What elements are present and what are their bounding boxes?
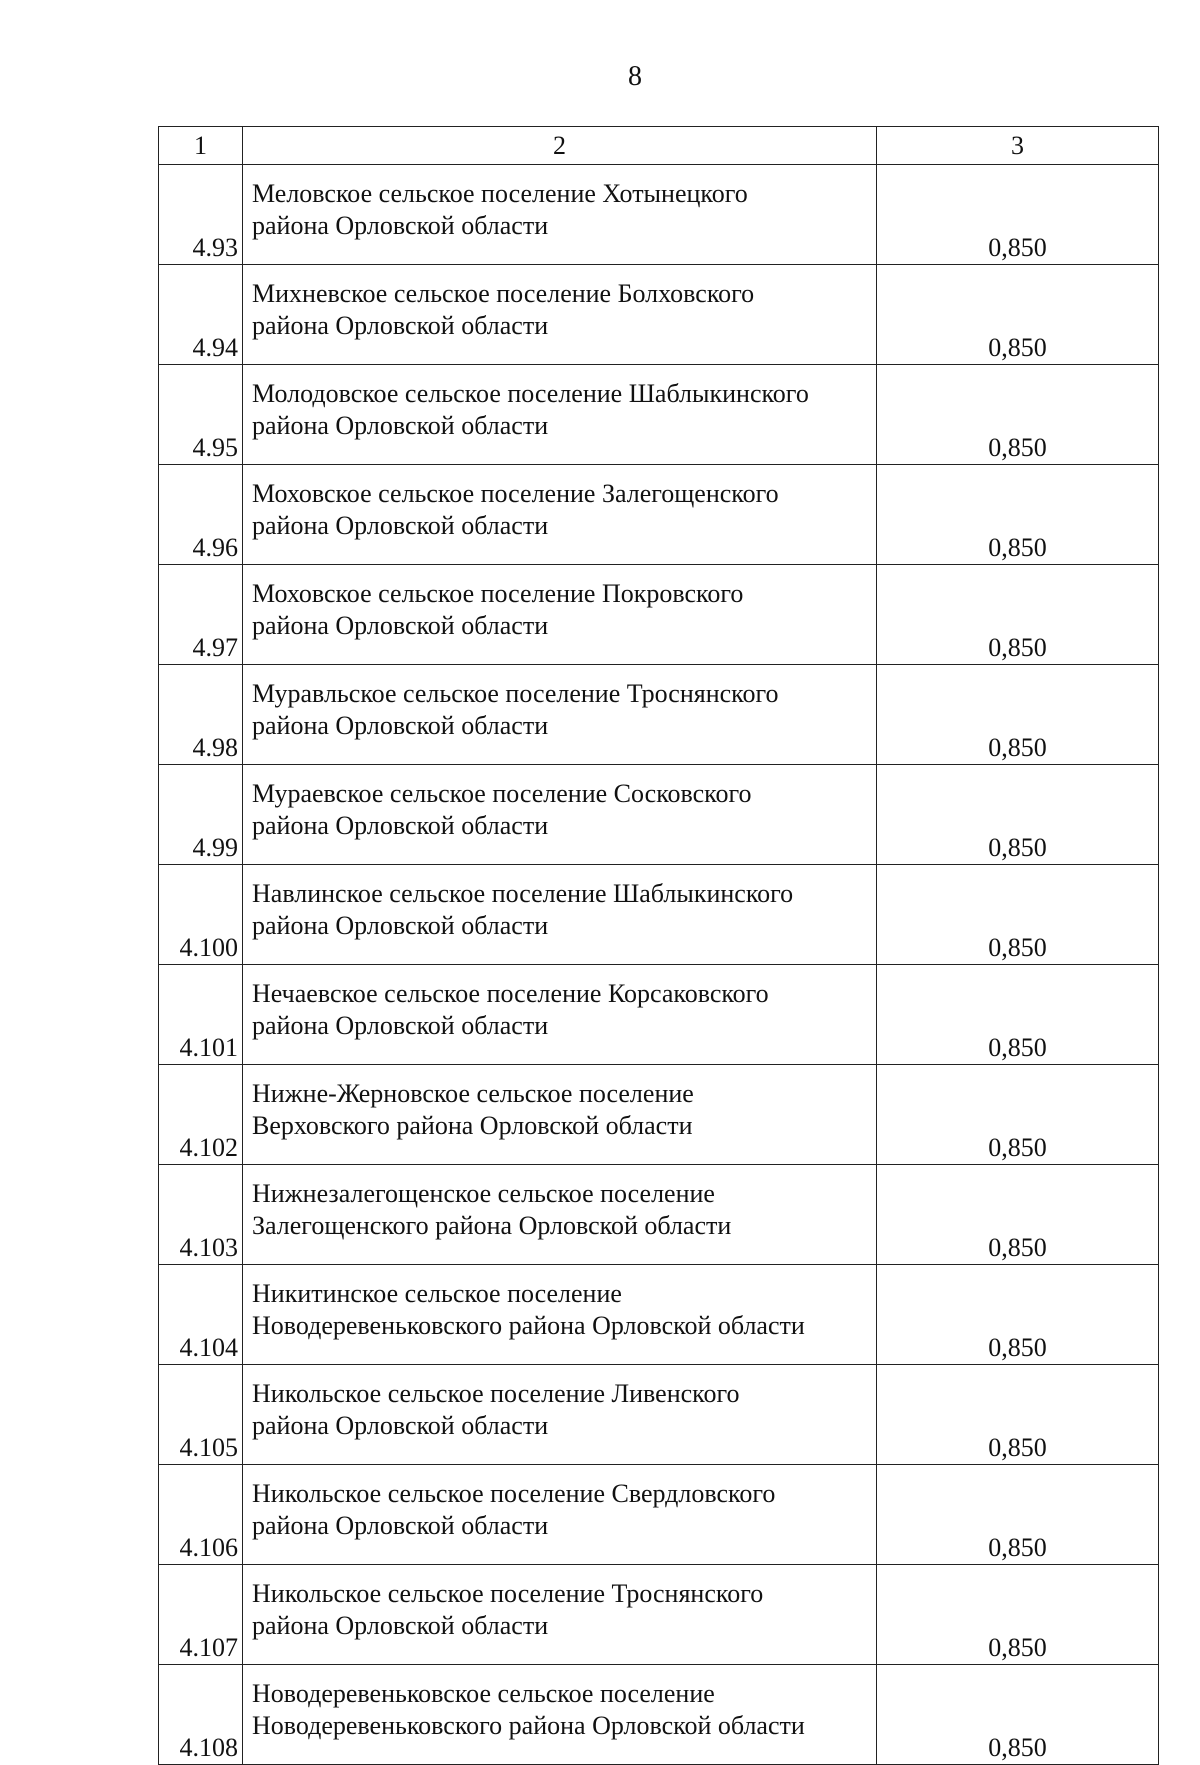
settlement-name: Навлинское сельское поселение Шаблыкинского района Орловской области [243,865,877,965]
table-row [159,765,1159,865]
coefficient-value: 0,850 [877,1165,1159,1265]
coefficient-value: 0,850 [877,965,1159,1065]
coefficient-value: 0,850 [877,565,1159,665]
settlement-name: Михневское сельское поселение Болховского района Орловской области [243,265,877,365]
column-header-value: 3 [877,127,1159,165]
row-number: 4.95 [159,365,243,465]
row-number: 4.94 [159,265,243,365]
coefficient-value: 0,850 [877,1065,1159,1165]
settlement-name: Никольское сельское поселение Ливенского района Орловской области [243,1365,877,1465]
coefficient-value: 0,850 [877,165,1159,265]
row-number: 4.97 [159,565,243,665]
settlement-name: Никольское сельское поселение Свердловского района Орловской области [243,1465,877,1565]
table-row [159,1465,1159,1565]
column-header-name: 2 [243,127,877,165]
column-header-number: 1 [159,127,243,165]
row-number: 4.98 [159,665,243,765]
settlement-name: Молодовское сельское поселение Шаблыкинского района Орловской области [243,365,877,465]
coefficient-value: 0,850 [877,1665,1159,1765]
coefficient-value: 0,850 [877,765,1159,865]
table-row [159,965,1159,1065]
table-row [159,565,1159,665]
row-number: 4.106 [159,1465,243,1565]
settlement-name: Никитинское сельское поселение Новодеревеньковского района Орловской области [243,1265,877,1365]
coefficient-value: 0,850 [877,1265,1159,1365]
row-number: 4.100 [159,865,243,965]
row-number: 4.104 [159,1265,243,1365]
table-row [159,1265,1159,1365]
settlement-name: Нижне-Жерновское сельское поселение Верховского района Орловской области [243,1065,877,1165]
row-number: 4.102 [159,1065,243,1165]
table-row [159,465,1159,565]
coefficient-value: 0,850 [877,265,1159,365]
table-row [159,1665,1159,1765]
row-number: 4.105 [159,1365,243,1465]
table-header-row [159,127,1159,165]
row-number: 4.101 [159,965,243,1065]
settlements-table [158,126,1159,1765]
table-row [159,165,1159,265]
row-number: 4.107 [159,1565,243,1665]
row-number: 4.96 [159,465,243,565]
table-row [159,1565,1159,1665]
row-number: 4.99 [159,765,243,865]
settlement-name: Нечаевское сельское поселение Корсаковского района Орловской области [243,965,877,1065]
settlement-name: Муравльское сельское поселение Троснянского района Орловской области [243,665,877,765]
settlement-name: Новодеревеньковское сельское поселение Новодеревеньковского района Орловской области [243,1665,877,1765]
settlement-name: Никольское сельское поселение Троснянского района Орловской области [243,1565,877,1665]
row-number: 4.103 [159,1165,243,1265]
table-row [159,665,1159,765]
table-row [159,1165,1159,1265]
settlement-name: Меловское сельское поселение Хотынецкого района Орловской области [243,165,877,265]
settlement-name: Моховское сельское поселение Покровского района Орловской области [243,565,877,665]
coefficient-value: 0,850 [877,1465,1159,1565]
row-number: 4.93 [159,165,243,265]
coefficient-value: 0,850 [877,1365,1159,1465]
coefficient-value: 0,850 [877,865,1159,965]
table-row [159,1365,1159,1465]
table-row [159,865,1159,965]
settlement-name: Мураевское сельское поселение Сосковского района Орловской области [243,765,877,865]
coefficient-value: 0,850 [877,465,1159,565]
table-row [159,365,1159,465]
table-row [159,1065,1159,1165]
coefficient-value: 0,850 [877,665,1159,765]
coefficient-value: 0,850 [877,365,1159,465]
table-row [159,265,1159,365]
settlement-name: Моховское сельское поселение Залегощенского района Орловской области [243,465,877,565]
coefficient-value: 0,850 [877,1565,1159,1665]
page-number: 8 [628,61,642,92]
settlement-name: Нижнезалегощенское сельское поселение Залегощенского района Орловской области [243,1165,877,1265]
row-number: 4.108 [159,1665,243,1765]
